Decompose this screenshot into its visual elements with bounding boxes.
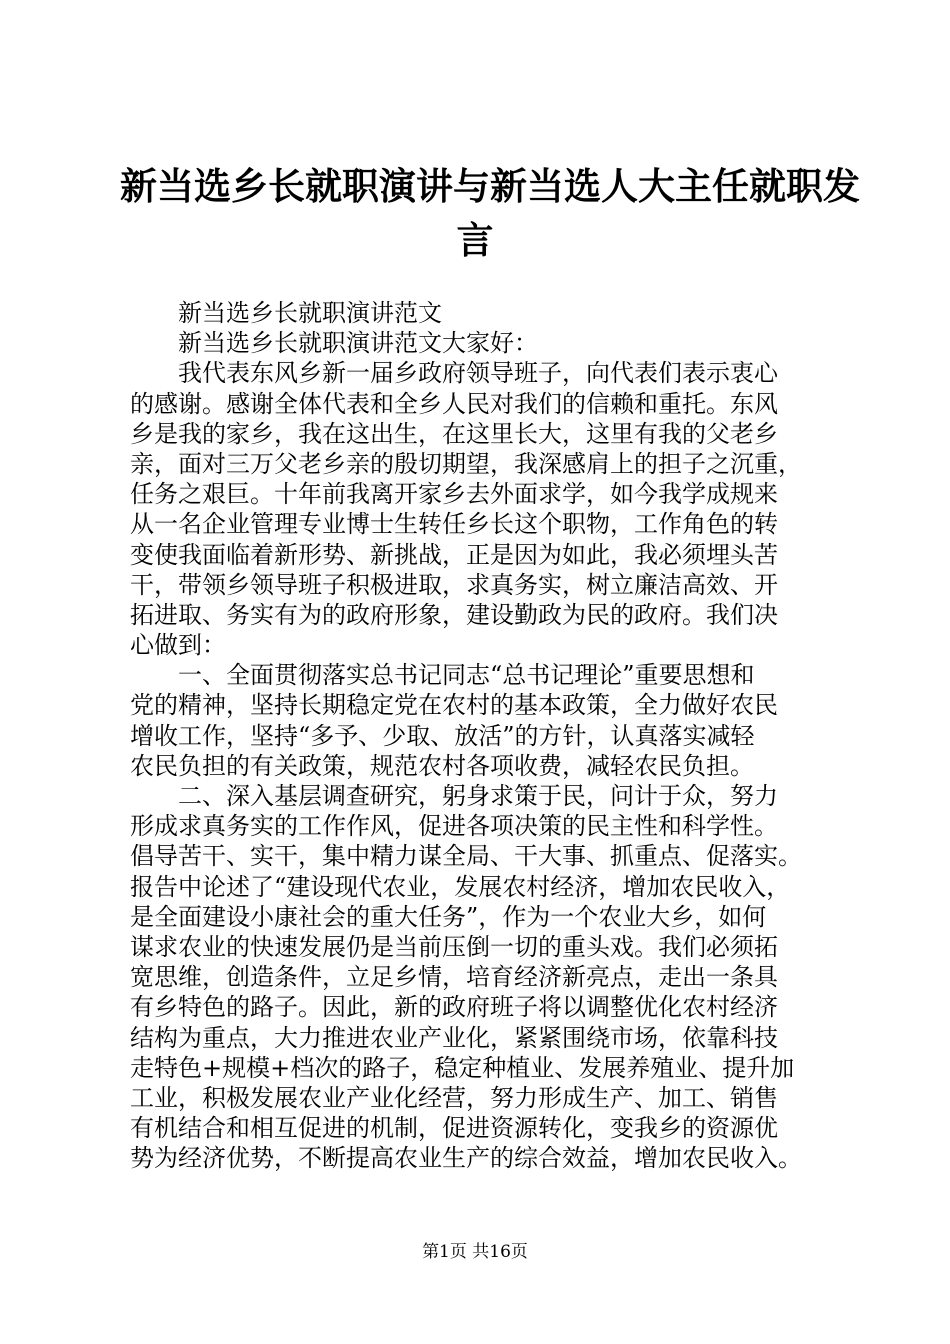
document-body — [130, 298, 842, 1173]
body-line: 走特色+规模+档次的路子，稳定种植业、发展养殖业、提升加 — [130, 1053, 795, 1082]
body-line: 亲，面对三万父老乡亲的殷切期望，我深感肩上的担子之沉重， — [130, 449, 802, 478]
body-line: 一、全面贯彻落实总书记同志“总书记理论”重要思想和 — [130, 661, 755, 690]
body-line: 有乡特色的路子。因此，新的政府班子将以调整优化农村经济 — [130, 993, 778, 1022]
document-title — [120, 160, 860, 268]
body-line: 新当选乡长就职演讲范文大家好： — [130, 329, 538, 358]
body-line: 乡是我的家乡，我在这出生，在这里长大，这里有我的父老乡 — [130, 419, 778, 448]
body-line: 心做到： — [130, 631, 226, 660]
body-line: 变使我面临着新形势、新挑战，正是因为如此，我必须埋头苦 — [130, 540, 778, 569]
title-line: 新当选乡长就职演讲与新当选人大主任就职发 — [120, 165, 860, 208]
body-line: 任务之艰巨。十年前我离开家乡去外面求学，如今我学成规来 — [130, 480, 778, 509]
body-line: 谋求农业的快速发展仍是当前压倒一切的重头戏。我们必须拓 — [130, 932, 778, 961]
body-line: 我代表东风乡新一届乡政府领导班子，向代表们表示衷心 — [130, 359, 778, 388]
title-line: 言 — [456, 219, 494, 262]
body-line: 报告中论述了“建设现代农业，发展农村经济，增加农民收入， — [130, 872, 791, 901]
body-line: 倡导苦干、实干，集中精力谋全局、干大事、抓重点、促落实。 — [130, 842, 802, 871]
body-line: 干，带领乡领导班子积极进取，求真务实，树立廉洁高效、开 — [130, 570, 778, 599]
body-line: 增收工作，坚持“多予、少取、放活”的方针，认真落实减轻 — [130, 721, 755, 750]
body-line: 是全面建设小康社会的重大任务”，作为一个农业大乡，如何 — [130, 902, 767, 931]
body-line: 二、深入基层调查研究，躬身求策于民，问计于众，努力 — [130, 782, 778, 810]
body-line: 拓进取、务实有为的政府形象，建设勤政为民的政府。我们决 — [130, 600, 778, 629]
body-line: 结构为重点，大力推进农业产业化，紧紧围绕市场，依靠科技 — [130, 1023, 778, 1052]
body-line: 从一名企业管理专业博士生转任乡长这个职物，工作角色的转 — [130, 510, 778, 539]
body-line: 势为经济优势，不断提高农业生产的综合效益，增加农民收入。 — [130, 1144, 802, 1173]
body-line: 党的精神，坚持长期稳定党在农村的基本政策，全力做好农民 — [130, 691, 778, 720]
body-line: 新当选乡长就职演讲范文 — [130, 299, 442, 327]
body-line: 宽思维，创造条件，立足乡情，培育经济新亮点，走出一条具 — [130, 963, 778, 992]
body-line: 形成求真务实的工作作风，促进各项决策的民主性和科学性。 — [130, 812, 778, 841]
body-line: 农民负担的有关政策，规范农村各项收费，减轻农民负担。 — [130, 751, 754, 780]
body-line: 工业，积极发展农业产业化经营，努力形成生产、加工、销售 — [130, 1083, 778, 1112]
body-line: 有机结合和相互促进的机制，促进资源转化，变我乡的资源优 — [130, 1114, 778, 1143]
body-line: 的感谢。感谢全体代表和全乡人民对我们的信赖和重托。东风 — [130, 389, 778, 418]
page-number-footer: 第1页 共16页 — [422, 1242, 528, 1262]
